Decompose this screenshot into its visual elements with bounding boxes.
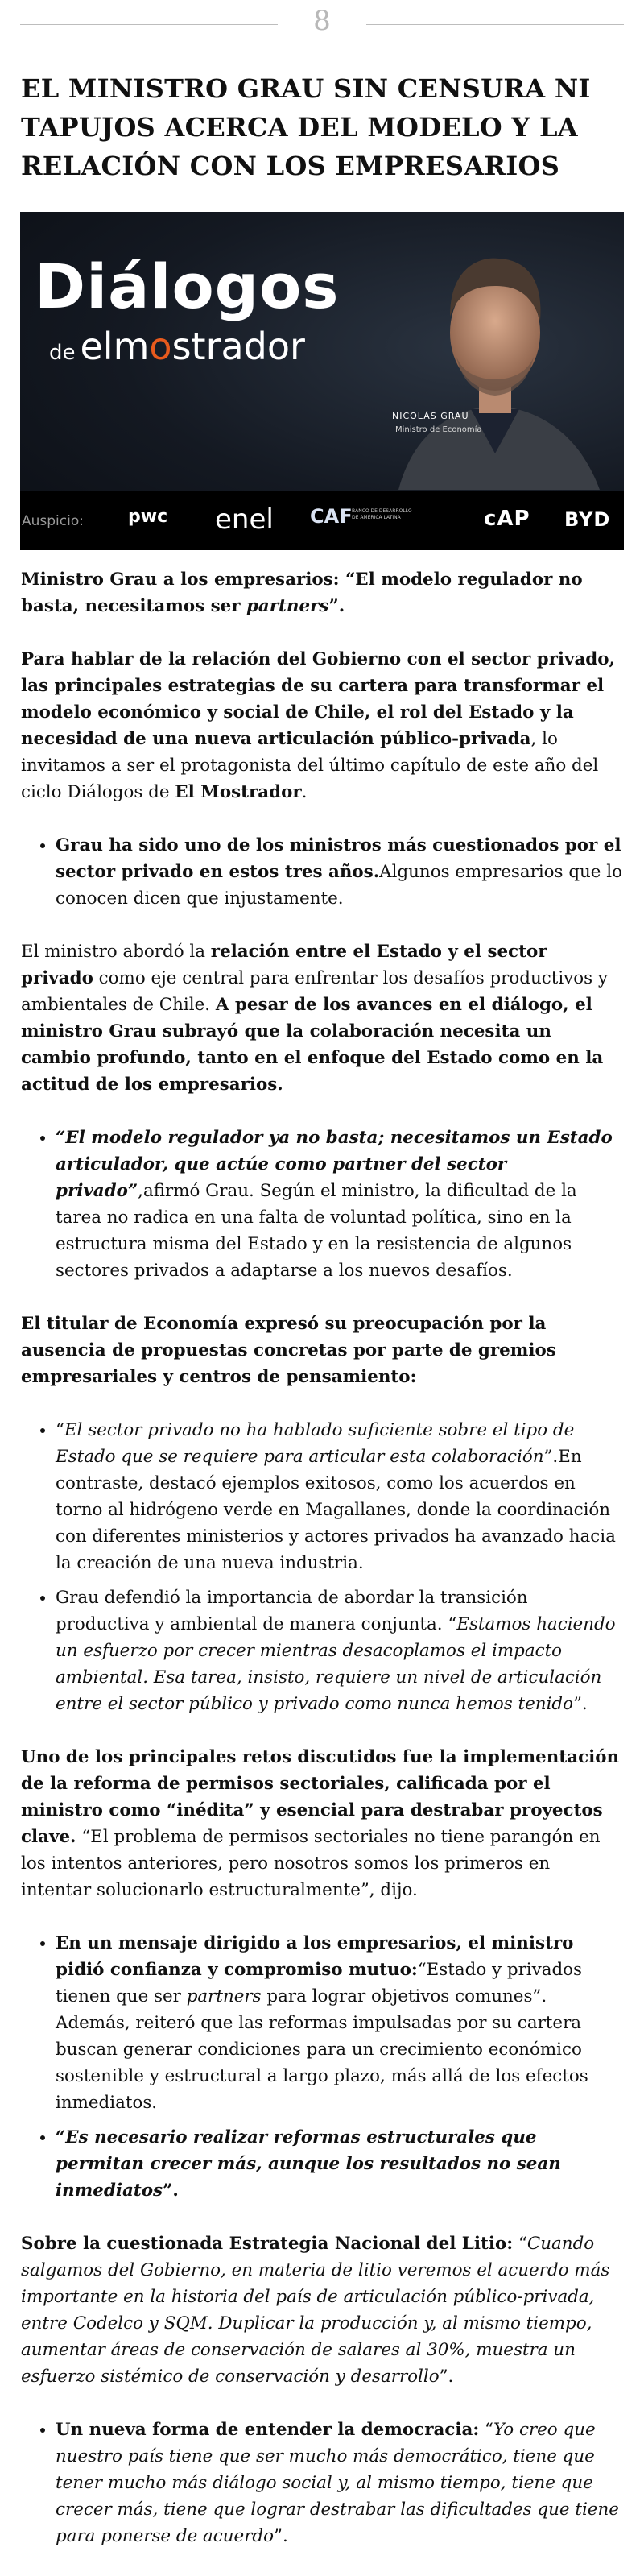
article-body (21, 566, 625, 2576)
caf-logo-subtitle: BANCO DE DESARROLLO DE AMÉRICA LATINA (352, 508, 412, 520)
list-item: • En un mensaje dirigido a los empresarios, el ministro pidió confianza y compromiso mutuo:“Estado y privados tienen que ser partners para lograr objetivos comunes”. Además, reiteró que las reformas impulsadas por su cartera buscan generar condiciones para un crecimiento económico sostenible y estructural a largo plazo, más allá de los efectos inmediatos. (56, 1930, 625, 2116)
intro-paragraph: Para hablar de la relación del Gobierno con el sector privado, las principales estrategias de su cartera para transformar el modelo económico y social de Chile, el rol del Estado y la necesidad de una nueva articulación público-privada, lo invitamos a ser el protagonista del último capítulo de este año del ciclo Diálogos de El Mostrador. (21, 649, 615, 802)
paragraph: Sobre la cuestionada Estrategia Nacional del Litio: “Cuando salgamos del Gobierno, en materia de litio veremos el acuerdo más importante en la historia del país de articulación público-privada, entre Codelco y SQM. Duplicar la producción y, al mismo tiempo, aumentar áreas de conservación de salares al 30%, muestra un esfuerzo sistémico de conservación y desarrollo”. (21, 2234, 610, 2387)
list-item: • Grau ha sido uno de los ministros más cuestionados por el sector privado en estos tres años.Algunos empresarios que lo conocen dicen que injustamente. (56, 832, 625, 912)
headline: EL MINISTRO GRAU SIN CENSURA NI TAPUJOS ACERCA DEL MODELO Y LA RELACIÓN CON LOS EMPRESARIOS (21, 73, 591, 181)
person-role: Ministro de Economía (395, 425, 482, 434)
lead-paragraph: Ministro Grau a los empresarios: “El modelo regulador no basta, necesitamos ser partners”. (21, 569, 583, 616)
paragraph: El ministro abordó la relación entre el Estado y el sector privado como eje central para enfrentar los desafíos productivos y ambientales de Chile. A pesar de los avances en el diálogo, el ministro Grau subrayó que la colaboración necesita un cambio profundo, tanto en el enfoque del Estado como en la actitud de los empresarios. (21, 942, 608, 1095)
list-item: • “El sector privado no ha hablado suficiente sobre el tipo de Estado que se requiere para articular esta colaboración”.En contraste, destacó ejemplos exitosos, como los acuerdos en torno al hidrógeno verde en Magallanes, donde la coordinación con diferentes ministerios y actores privados ha avanzado hacia la creación de una nueva industria. (56, 1417, 625, 1576)
paragraph: Uno de los principales retos discutidos fue la implementación de la reforma de permisos sectoriales, calificada por el ministro como “inédita” y esencial para destrabar proyectos clave. “El problema de permisos sectoriales no tiene parangón en los intentos anteriores, pero nosotros somos los primeros en intentar solucionarlo estructuralmente”, dijo. (21, 1747, 620, 1900)
page-number: 8 (313, 5, 331, 37)
bullet-list (21, 2417, 625, 2549)
portrait-image (366, 212, 624, 490)
bullet-list (21, 1417, 625, 1717)
byd-logo: BYD (564, 508, 611, 531)
pwc-logo: pwc (128, 507, 168, 527)
list-item: • Grau defendió la importancia de abordar la transición productiva y ambiental de manera conjunta. “Estamos haciendo un esfuerzo por crecer mientras desacoplamos el impacto ambiental. Esa tarea, insisto, requiere un nivel de articulación entre el sector público y privado como nunca hemos tenido”. (56, 1584, 625, 1717)
cap-logo: cAP (484, 507, 530, 531)
bullet-list (21, 832, 625, 912)
page-number-row (20, 0, 624, 48)
banner-subtitle: de elmostrador (49, 325, 305, 368)
bullet-list (21, 1124, 625, 1284)
sponsor-bar (20, 491, 624, 550)
enel-logo: enel (215, 503, 274, 536)
banner-title: Diálogos (35, 251, 340, 322)
caf-logo: CAF (310, 505, 353, 528)
sponsor-label: Auspicio: (22, 513, 84, 529)
list-item: • “Es necesario realizar reformas estructurales que permitan crecer más, aunque los resultados no sean inmediatos”. (56, 2124, 625, 2204)
list-item: • “El modelo regulador ya no basta; necesitamos un Estado articulador, que actúe como partner del sector privado”,afirmó Grau. Según el ministro, la dificultad de la tarea no radica en una falta de voluntad política, sino en la estructura misma del Estado y en la resistencia de algunos sectores privados a adaptarse a los nuevos desafíos. (56, 1124, 625, 1284)
person-name: NICOLÁS GRAU (392, 411, 469, 421)
bullet-list (21, 1930, 625, 2204)
dialogos-banner-image (20, 212, 624, 550)
paragraph: El titular de Economía expresó su preocupación por la ausencia de propuestas concretas por parte de gremios empresariales y centros de pensamiento: (21, 1314, 556, 1387)
list-item: • Un nueva forma de entender la democracia: “Yo creo que nuestro país tiene que ser mucho más democrático, tiene que tener mucho más diálogo social y, al mismo tiempo, tiene que crecer más, tiene que lograr destrabar las dificultades que tiene para ponerse de acuerdo”. (56, 2417, 625, 2549)
divider-right (366, 24, 624, 25)
